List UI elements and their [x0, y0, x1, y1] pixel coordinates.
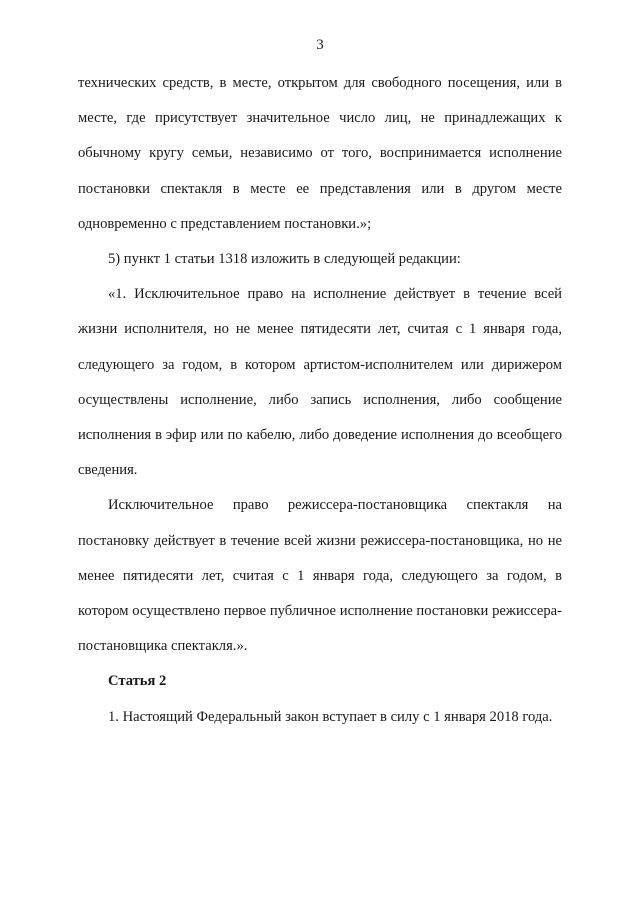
page-number: 3	[316, 37, 324, 53]
paragraph-item-5: 5) пункт 1 статьи 1318 изложить в следующей редакции:	[108, 251, 461, 268]
article-heading: Статья 2	[108, 673, 167, 690]
paragraph-continuation: технических средств, в месте, открытом для свободного посещения, или в месте, где присутствует значительное число лиц, не принадлежащих к обычному кругу семьи, независимо от того, воспринимается исполнение постановки спектакля в месте ее представления или в другом месте одновременно с представлением постановки.»;	[78, 75, 562, 232]
paragraph-quoted-point-1: «1. Исключительное право на исполнение действует в течение всей жизни исполнителя, но не менее пятидесяти лет, считая с 1 января года, следующего за годом, в котором артистом-исполнителем или дирижером осуществлены исполнение, либо запись исполнения, либо сообщение исполнения в эфир или по кабелю, либо доведение исполнения до всеобщего сведения.	[78, 286, 562, 479]
paragraph-director-right: Исключительное право режиссера-постановщика спектакля на постановку действует в течение всей жизни режиссера-постановщика, но не менее пятидесяти лет, считая с 1 января года, следующего за годом, в котором осуществлено первое публичное исполнение постановки режиссера-постановщика спектакля.».	[78, 497, 562, 655]
document-body	[78, 66, 562, 735]
paragraph-effective-date: 1. Настоящий Федеральный закон вступает в силу с 1 января 2018 года.	[108, 708, 553, 725]
